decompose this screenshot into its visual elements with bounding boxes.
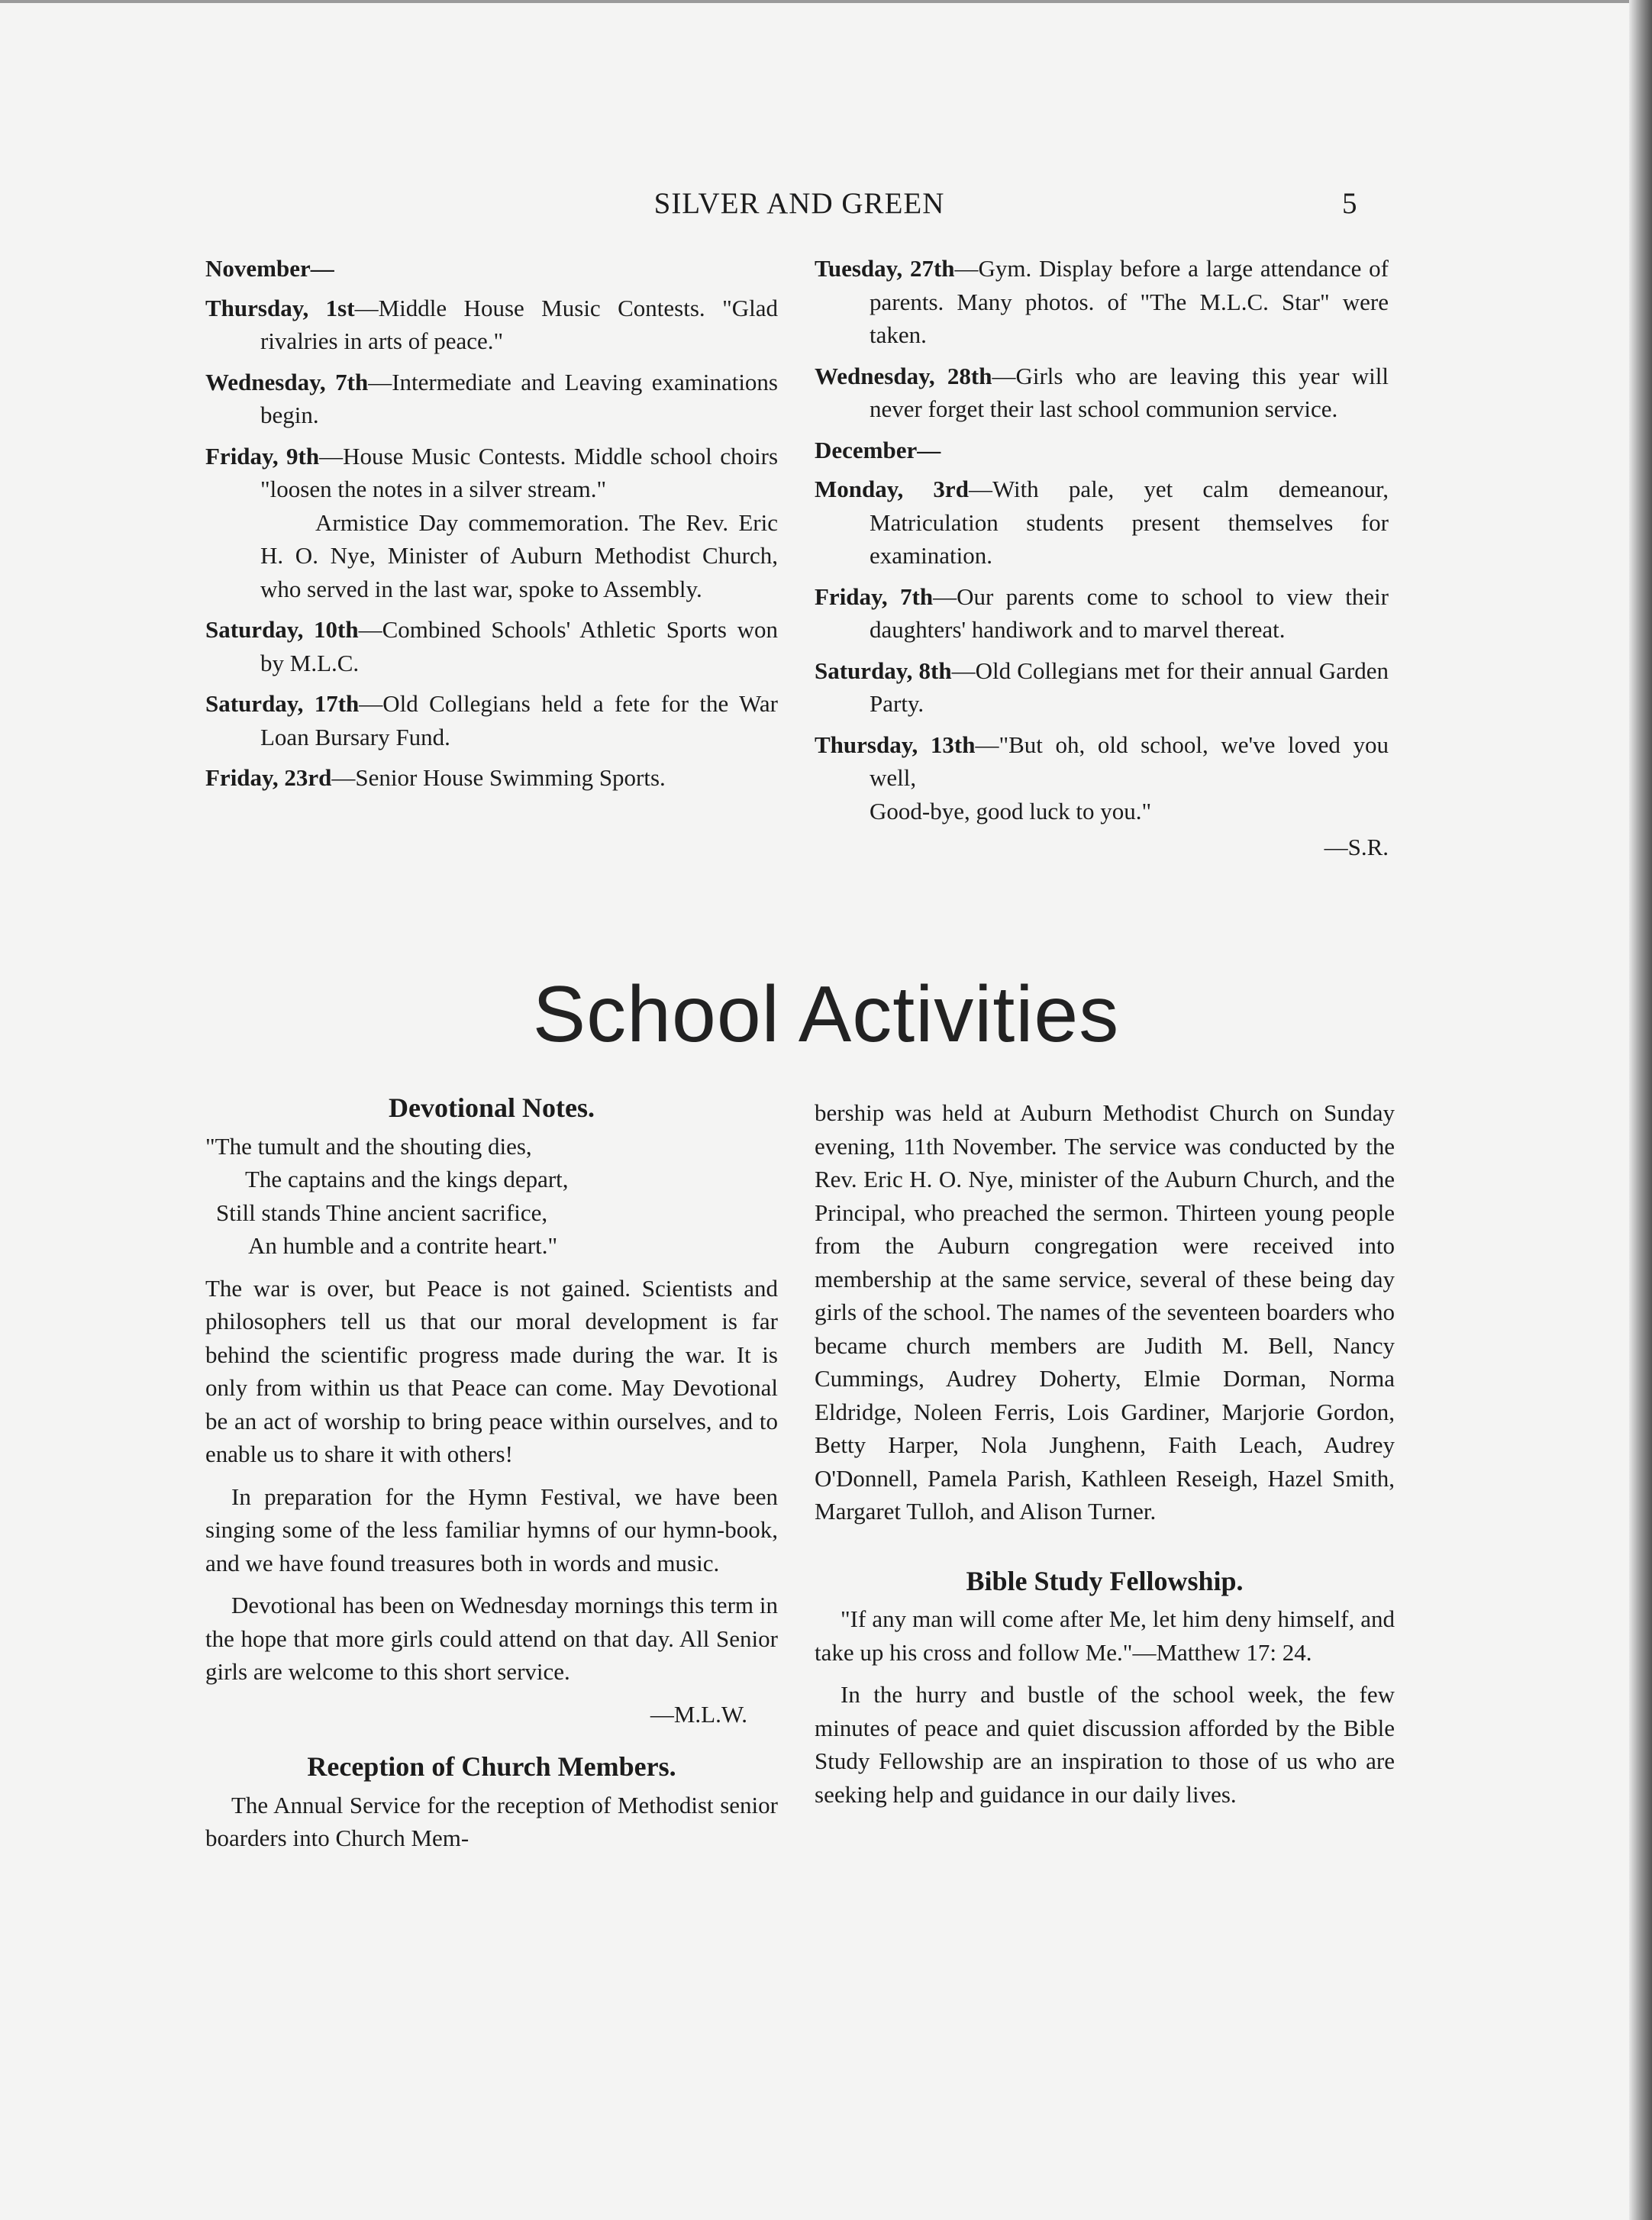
poem	[205, 1130, 778, 1263]
entry-date: Wednesday, 7th	[205, 368, 369, 395]
calendar-entry	[815, 580, 1389, 647]
scan-border-right	[1629, 0, 1652, 2220]
calendar-left-column	[205, 252, 778, 802]
calendar-entry	[205, 761, 778, 795]
entry-text: —With pale, yet calm demeanour, Matriculation students present themselves for examination.	[870, 476, 1389, 569]
calendar-entry	[815, 654, 1389, 721]
entry-text: —Gym. Display before a large attendance of parents. Many photos. of "The M.L.C. Star" were taken.	[870, 255, 1389, 348]
paragraph: The war is over, but Peace is not gained. Scientists and philosophers tell us that our moral development is far behind the scientific progress made during the war. It is only from within us that Peace can come. May Devotional be an act of worship to bring peace within ourselves, and to enable us to share it with others!	[205, 1274, 778, 1467]
calendar-entry	[815, 473, 1389, 573]
entry-date: Wednesday, 28th	[815, 362, 992, 389]
calendar-entry	[815, 728, 1389, 795]
paragraph: In the hurry and bustle of the school week, the few minutes of peace and quiet discussion afforded by the Bible Study Fellowship are an inspiration to those of us who are seeking help and guidance in our daily lives.	[815, 1681, 1395, 1808]
calendar-entry	[205, 440, 778, 506]
entry-date: Saturday, 8th	[815, 657, 952, 684]
scan-border-top	[0, 0, 1652, 3]
entry-text: —Our parents come to school to view their daughters' handiwork and to marvel thereat.	[870, 582, 1389, 643]
entry-text: —Girls who are leaving this year will never forget their last school communion service.	[870, 362, 1389, 422]
entry-date: Friday, 9th	[205, 442, 320, 469]
bible-study-heading: Bible Study Fellowship.	[966, 1565, 1244, 1596]
calendar-entry	[815, 360, 1389, 426]
entry-text: —Middle House Music Contests. "Glad rivalries in arts of peace."	[260, 294, 778, 354]
entry-date: Friday, 23rd	[205, 764, 332, 791]
entry-text: —Combined Schools' Athletic Sports won by M.L.C.	[260, 616, 778, 676]
entry-text: —Old Collegians held a fete for the War Loan Bursary Fund.	[260, 690, 778, 750]
page-number: 5	[1342, 187, 1358, 220]
paragraph: "If any man will come after Me, let him deny himself, and take up his cross and follow Me."—Matthew 17: 24.	[815, 1605, 1395, 1666]
entry-text: —Senior House Swimming Sports.	[331, 764, 666, 791]
calendar-right-column	[815, 252, 1389, 864]
poem-line: "The tumult and the shouting dies,	[205, 1132, 532, 1160]
entry-extra: Armistice Day commemoration. The Rev. Eric H. O. Nye, Minister of Auburn Methodist Church, who served in the last war, spoke to Assembly.	[260, 508, 778, 602]
activities-right-column	[815, 1096, 1395, 1820]
entry-text-line2: Good-bye, good luck to you."	[870, 797, 1152, 824]
entry-date: Friday, 7th	[815, 582, 934, 610]
running-title: SILVER AND GREEN	[653, 187, 945, 220]
entry-text: —House Music Contests. Middle school choirs "loosen the notes in a silver stream."	[260, 442, 779, 502]
activities-left-column	[205, 1092, 778, 1864]
paragraph: Devotional has been on Wednesday mornings this term in the hope that more girls could attend on that day. All Senior girls are welcome to this short service.	[205, 1592, 778, 1685]
calendar-entry	[205, 687, 778, 753]
entry-text: —"But oh, old school, we've loved you well,	[870, 731, 1389, 791]
month-heading: November—	[205, 255, 334, 282]
calendar-entry	[205, 613, 778, 679]
calendar-entry	[815, 252, 1389, 352]
reception-heading: Reception of Church Members.	[307, 1751, 676, 1782]
poem-line: An humble and a contrite heart."	[248, 1232, 558, 1259]
signature: —M.L.W.	[650, 1700, 747, 1728]
paragraph: The Annual Service for the reception of Methodist senior boarders into Church Mem-	[205, 1791, 778, 1851]
calendar-entry	[205, 292, 778, 358]
poem-line: The captains and the kings depart,	[245, 1166, 569, 1192]
calendar-entry	[205, 366, 778, 432]
entry-date: Tuesday, 27th	[815, 255, 955, 282]
month-heading: December—	[815, 436, 941, 463]
poem-line: Still stands Thine ancient sacrifice,	[216, 1199, 548, 1226]
devotional-heading: Devotional Notes.	[389, 1092, 595, 1123]
entry-text: —Intermediate and Leaving examinations begin.	[260, 368, 778, 428]
entry-date: Saturday, 17th	[205, 690, 360, 717]
paragraph: In preparation for the Hymn Festival, we have been singing some of the less familiar hymns of our hymn-book, and we have found treasures both in words and music.	[205, 1483, 778, 1576]
entry-date: Monday, 3rd	[815, 476, 969, 502]
entry-date: Thursday, 13th	[815, 731, 976, 758]
entry-date: Thursday, 1st	[205, 294, 355, 321]
entry-date: Saturday, 10th	[205, 616, 359, 643]
signature: —S.R.	[1324, 834, 1389, 860]
section-title: School Activities	[532, 970, 1120, 1059]
entry-text: —Old Collegians met for their annual Garden Party.	[870, 657, 1389, 717]
paragraph: bership was held at Auburn Methodist Church on Sunday evening, 11th November. The service was conducted by the Rev. Eric H. O. Nye, minister of the Auburn Church, and the Principal, who preached the sermon. Thirteen young people from the Auburn congregation were received into membership at the same service, several of these being day girls of the school. The names of the seventeen boarders who became church members are Judith M. Bell, Nancy Cummings, Audrey Doherty, Elmie Dorman, Norma Eldridge, Noleen Ferris, Lois Gardiner, Marjorie Gordon, Betty Harper, Nola Junghenn, Faith Leach, Audrey O'Donnell, Pamela Parish, Kathleen Reseigh, Hazel Smith, Margaret Tulloh, and Alison Turner.	[815, 1099, 1395, 1525]
